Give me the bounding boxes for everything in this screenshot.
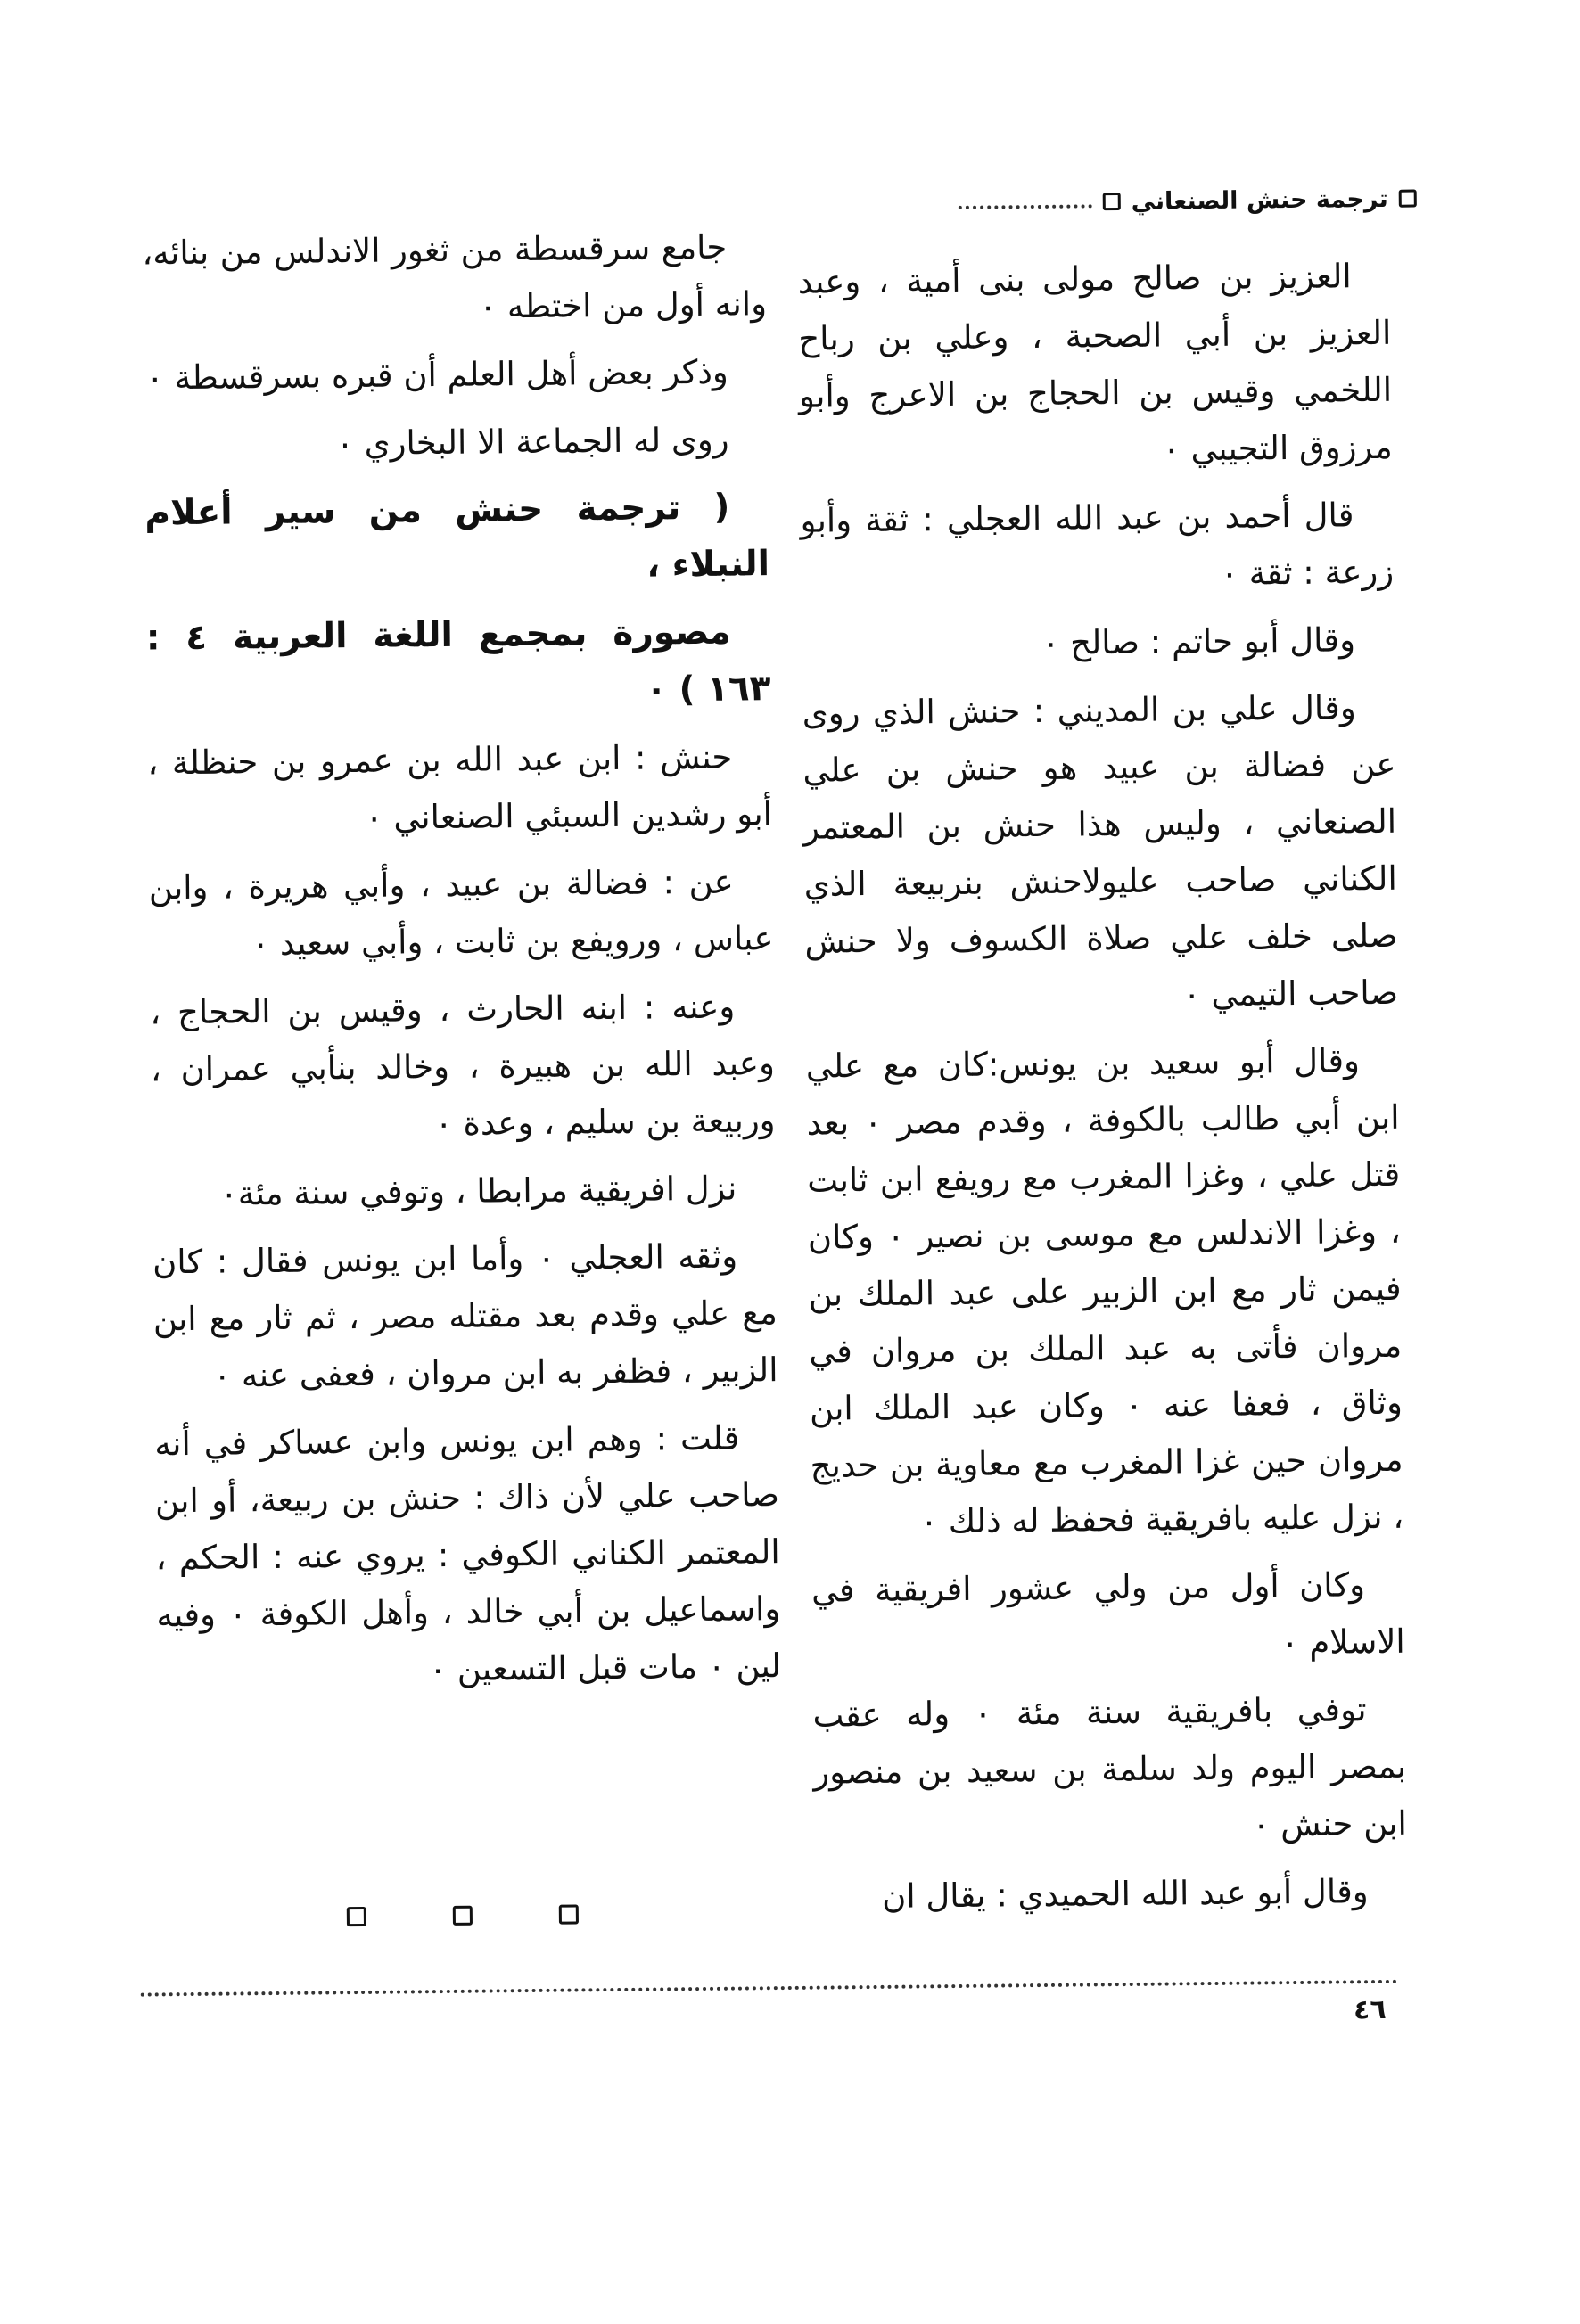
header-dotted-leader: [959, 204, 1092, 209]
paragraph: عن : فضالة بن عبيد ، وأبي هريرة ، وابن عباس ، ورويفع بن ثابت ، وأبي سعيد ٠: [148, 862, 774, 964]
paragraph: وقال أبو عبد الله الحميدي : يقال ان: [881, 1872, 1369, 1916]
page-number: ٤٦: [1353, 1993, 1387, 2026]
square-ornament-icon: [559, 1904, 579, 1924]
paragraph: وكان أول من ولي عشور افريقية في الاسلام ٠: [811, 1565, 1405, 1663]
paragraph: وقال أبو حاتم : صالح ٠: [1041, 620, 1356, 662]
right-column: [797, 248, 1408, 1937]
paragraph: وعنه : ابنه الحارث ، وقيس بن الحجاج ، وعبد الله بن هبيرة ، وخالد بنأبي عمران ، وربيعة بن سليم ، وعدة ٠: [150, 987, 776, 1144]
paragraph: نزل افريقية مرابطا ، وتوفي سنة مئة٠: [219, 1169, 737, 1213]
section-heading-line-2: مصورة بمجمع اللغة العربية ٤ : ١٦٣ ) ٠: [145, 612, 771, 710]
footer-dotted-rule: [141, 1980, 1398, 1997]
paragraph: وقال أبو سعيد بن يونس:كان مع علي ابن أبي طالب بالكوفة ، وقدم مصر ٠ بعد قتل علي ، وغزا المغرب مع رويفع ابن ثابت ، وغزا الاندلس مع موسى بن نصير ٠ وكان فيمن ثار مع ابن الزبير على عبد الملك بن مروان فأتى به عبد الملك بن مروان في وثاق ، فعفا عنه ٠ وكان عبد الملك ابن مروان حين غزا المغرب مع معاوية بن حديج ، نزل عليه بافريقية فحفظ له ذلك ٠: [805, 1041, 1404, 1541]
running-header: [971, 177, 1417, 226]
header-title: ترجمة حنش الصنعاني: [1131, 185, 1388, 216]
paragraph: قلت : وهم ابن يونس وابن عساكر في أنه صاحب علي لأن ذاك : حنش بن ربيعة، أو ابن المعتمر الكناني الكوفي : يروي عنه : الحكم ، واسماعيل بن أبي خالد ، وأهل الكوفة ٠ وفيه لين ٠ مات قبل التسعين ٠: [154, 1418, 782, 1689]
paragraph: العزيز بن صالح مولى بنى أمية ، وعبد العزيز بن أبي الصحبة ، وعلي بن رباح اللخمي وقيس بن الحجاج بن الاعرج وأبو مرزوق التجيبي ٠: [797, 257, 1393, 469]
paragraph: جامع سرقسطة من ثغور الاندلس من بنائه، وانه أول من اختطه ٠: [142, 227, 768, 326]
paragraph: وذكر بعض أهل العلم أن قبره بسرقسطة ٠: [145, 352, 728, 398]
section-heading-line-1: ( ترجمة حنش من سير أعلام النبلاء ،: [144, 487, 770, 586]
section-end-marks: [347, 1896, 579, 1934]
left-column: [142, 218, 781, 1712]
paragraph: وقال علي بن المديني : حنش الذي روى عن فضالة بن عبيد هو حنش بن علي الصنعاني ، وليس هذا حنش بن المعتمر الكناني صاحب عليولاحنش بنربيعة الذي صلى خلف علي صلاة الكسوف ولا حنش صاحب التيمي ٠: [802, 688, 1399, 1014]
paragraph: توفي بافريقية سنة مئة ٠ وله عقب بمصر اليوم ولد سلمة بن سعيد بن منصور ابن حنش ٠: [812, 1690, 1408, 1844]
square-ornament-icon: [453, 1906, 473, 1926]
paragraph: حنش : ابن عبد الله بن عمرو بن حنظلة ، أبو رشدين السبئي الصنعاني ٠: [147, 737, 773, 837]
paragraph: قال أحمد بن عبد الله العجلي : ثقة وأبو زرعة : ثقة ٠: [800, 496, 1395, 593]
paragraph: روى له الجماعة الا البخاري ٠: [335, 420, 729, 464]
square-ornament-icon: [347, 1907, 366, 1926]
square-bullet-icon: [1102, 193, 1120, 210]
square-bullet-icon: [1399, 190, 1417, 208]
paragraph: وثقه العجلي ٠ وأما ابن يونس فقال : كان مع علي وقدم بعد مقتله مصر ، ثم ثار مع ابن الزبير ، فظفر به ابن مروان ، فعفى عنه ٠: [152, 1236, 778, 1395]
